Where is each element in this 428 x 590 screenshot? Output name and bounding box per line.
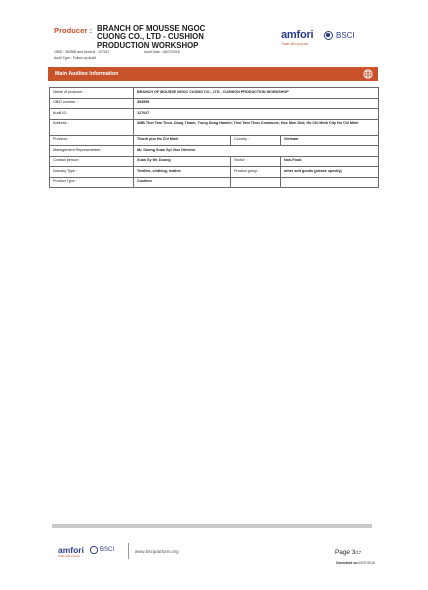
sector-value: Non-Food (281, 156, 379, 167)
country-label: Country : (231, 135, 281, 146)
product-type-value: Cushion (134, 177, 231, 188)
generated-on (336, 561, 375, 565)
generated-date: 03/07/2018 (358, 561, 375, 565)
seal-icon (324, 31, 333, 40)
generated-label: Generated on: (336, 561, 359, 565)
producer-name: BRANCH OF MOUSSE NGOC CUONG CO., LTD - CUSHION PRODUCTION WORKSHOP (97, 24, 206, 50)
industry-label: Industry Type : (50, 167, 134, 178)
footer-logo-tagline: Trade with purpose (58, 555, 81, 558)
ids-line: OBID : 353959 and Audit Id : 127047 (54, 50, 110, 54)
section-title: Main Auditee Information (55, 70, 119, 77)
name-of-producer-label: Name of producer : (50, 88, 134, 99)
logo-bsci: BSCI (336, 31, 355, 40)
audit-date: Audit Date : 04/07/2018 (144, 50, 180, 54)
empty-cell (231, 177, 281, 188)
product-group-value: other soft goods (please specify) (281, 167, 379, 178)
page-total: /17 (355, 550, 362, 555)
table-row (50, 177, 379, 188)
table-row (50, 167, 379, 178)
contact-label: Contact person: (50, 156, 134, 167)
page-current: 3 (351, 549, 356, 556)
amfori-bsci-logo (281, 29, 371, 51)
platform-link[interactable]: www.bsciplatform.org (135, 549, 179, 554)
footer-divider (52, 524, 372, 528)
province-value: Thanh pho Ho Chi Minh (134, 135, 231, 146)
table-row (50, 98, 379, 109)
logo-tagline: Trade with purpose (281, 42, 309, 46)
logo-word: amfori (281, 29, 314, 41)
name-of-producer-value: BRANCH OF MOUSSE NGOC CUONG CO., LTD - CUSHION PRODUCTION WORKSHOP (134, 88, 379, 99)
page-label: Page (335, 549, 352, 556)
footer-separator (128, 543, 129, 559)
footer-logo-word: amfori (58, 545, 84, 555)
auditee-info-table (49, 87, 379, 188)
page-number (335, 549, 361, 556)
globe-icon (363, 69, 373, 79)
audit-id-label: Audit ID : (50, 109, 134, 120)
section-header-bar (48, 67, 378, 81)
industry-value: Textiles, clothing, leather (134, 167, 231, 178)
audit-type: Audit Type : Follow-up Audit (54, 56, 96, 60)
obid-label: OBID number : (50, 98, 134, 109)
management-label: Management Representative : (50, 146, 134, 157)
footer-amfori-logo (58, 545, 130, 563)
address-value: 3/8B Thoi Tam Thon, Dong Thanh, Trung Dong Hamlet, Thoi Tam Thon Commune, Hoc Mon Dist, Ho Chi Minh City Ho Chi Minh (134, 119, 379, 135)
management-value: Mr. Duong Xuan Syl Vice Director (134, 146, 379, 157)
province-label: Province : (50, 135, 134, 146)
address-label: Address : (50, 119, 134, 135)
empty-cell (281, 177, 379, 188)
table-row (50, 146, 379, 157)
country-value: Vietnam (281, 135, 379, 146)
product-group-label: Product group : (231, 167, 281, 178)
obid-value: 353959 (134, 98, 379, 109)
table-row (50, 109, 379, 120)
table-row (50, 119, 379, 135)
producer-label: Producer : (54, 26, 92, 35)
seal-icon (90, 546, 98, 554)
table-row (50, 88, 379, 99)
sector-label: Sector : (231, 156, 281, 167)
footer-logo-bsci: BSCI (100, 546, 115, 553)
audit-ids (54, 50, 180, 54)
contact-value: Xuan Sy Mr. Duong (134, 156, 231, 167)
table-row (50, 135, 379, 146)
audit-id-value: 127047 (134, 109, 379, 120)
product-type-label: Product Type : (50, 177, 134, 188)
table-row (50, 156, 379, 167)
